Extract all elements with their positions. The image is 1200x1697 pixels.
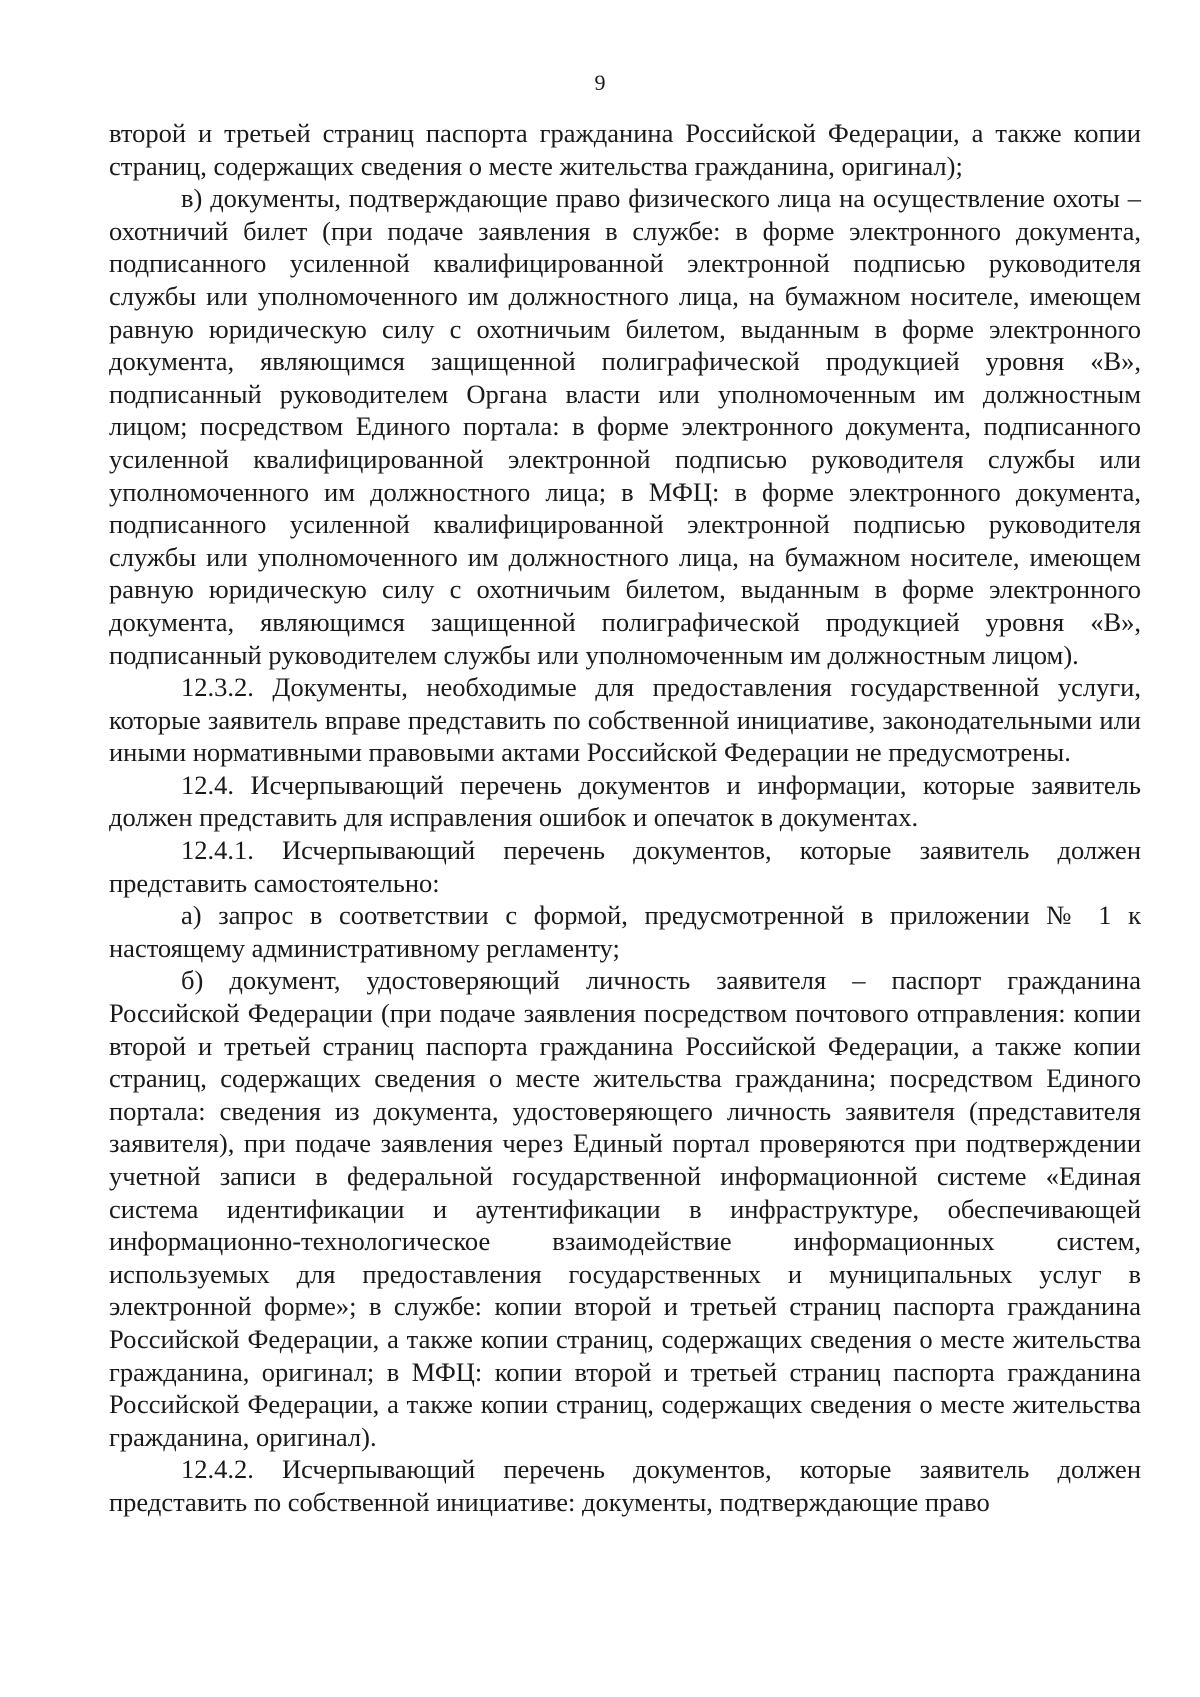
paragraph-item-a: а) запрос в соответствии с формой, предусмотренной в приложении № 1 к настоящему административному регламенту; bbox=[109, 900, 1141, 963]
document-body bbox=[109, 117, 1141, 1519]
paragraph-continuation: второй и третьей страниц паспорта гражданина Российской Федерации, а также копии страниц, содержащих сведения о месте жительства гражданина, оригинал); bbox=[109, 118, 1141, 181]
paragraph-item-b: б) документ, удостоверяющий личность заявителя – паспорт гражданина Российской Федерации (при подаче заявления посредством почтового отправления: копии второй и третьей страниц паспорта гражданина Российской Федерации, а также копии страниц, содержащих сведения о месте жительства гражданина; посредством Единого портала: сведения из документа, удостоверяющего личность заявителя (представителя заявителя), при подаче заявления через Единый портал проверяются при подтверждении учетной записи в федеральной государственной информационной системе «Единая система идентификации и аутентификации в инфраструктуре, обеспечивающей информационно-технологическое взаимодействие информационных систем, используемых для предоставления государственных и муниципальных услуг в электронной форме»; в службе: копии второй и третьей страниц паспорта гражданина Российской Федерации, а также копии страниц, содержащих сведения о месте жительства гражданина, оригинал; в МФЦ: копии второй и третьей страниц паспорта гражданина Российской Федерации, а также копии страниц, содержащих сведения о месте жительства гражданина, оригинал). bbox=[109, 965, 1141, 1452]
paragraph-item-v: в) документы, подтверждающие право физического лица на осуществление охоты – охотничий билет (при подаче заявления в службе: в форме электронного документа, подписанного усиленной квалифицированной электронной подписью руководителя службы или уполномоченного им должностного лица, на бумажном носителе, имеющем равную юридическую силу с охотничьим билетом, выданным в форме электронного документа, являющимся защищенной полиграфической продукцией уровня «В», подписанный руководителем Органа власти или уполномоченным им должностным лицом; посредством Единого портала: в форме электронного документа, подписанного усиленной квалифицированной электронной подписью руководителя службы или уполномоченного им должностного лица; в МФЦ: в форме электронного документа, подписанного усиленной квалифицированной электронной подписью руководителя службы или уполномоченного им должностного лица, на бумажном носителе, имеющем равную юридическую силу с охотничьим билетом, выданным в форме электронного документа, являющимся защищенной полиграфической продукцией уровня «В», подписанный руководителем службы или уполномоченным им должностным лицом). bbox=[109, 183, 1141, 670]
paragraph-12-3-2: 12.3.2. Документы, необходимые для предоставления государственной услуги, которые заявитель вправе представить по собственной инициативе, законодательными или иными нормативными правовыми актами Российской Федерации не предусмотрены. bbox=[109, 672, 1141, 768]
page-number: 9 bbox=[594, 70, 606, 95]
paragraph-12-4: 12.4. Исчерпывающий перечень документов и информации, которые заявитель должен представить для исправления ошибок и опечаток в документах. bbox=[109, 769, 1141, 833]
paragraph-12-4-1: 12.4.1. Исчерпывающий перечень документов, которые заявитель должен представить самостоятельно: bbox=[109, 835, 1141, 898]
paragraph-12-4-2: 12.4.2. Исчерпывающий перечень документов, которые заявитель должен представить по собственной инициативе: документы, подтверждающие право bbox=[109, 1454, 1141, 1517]
